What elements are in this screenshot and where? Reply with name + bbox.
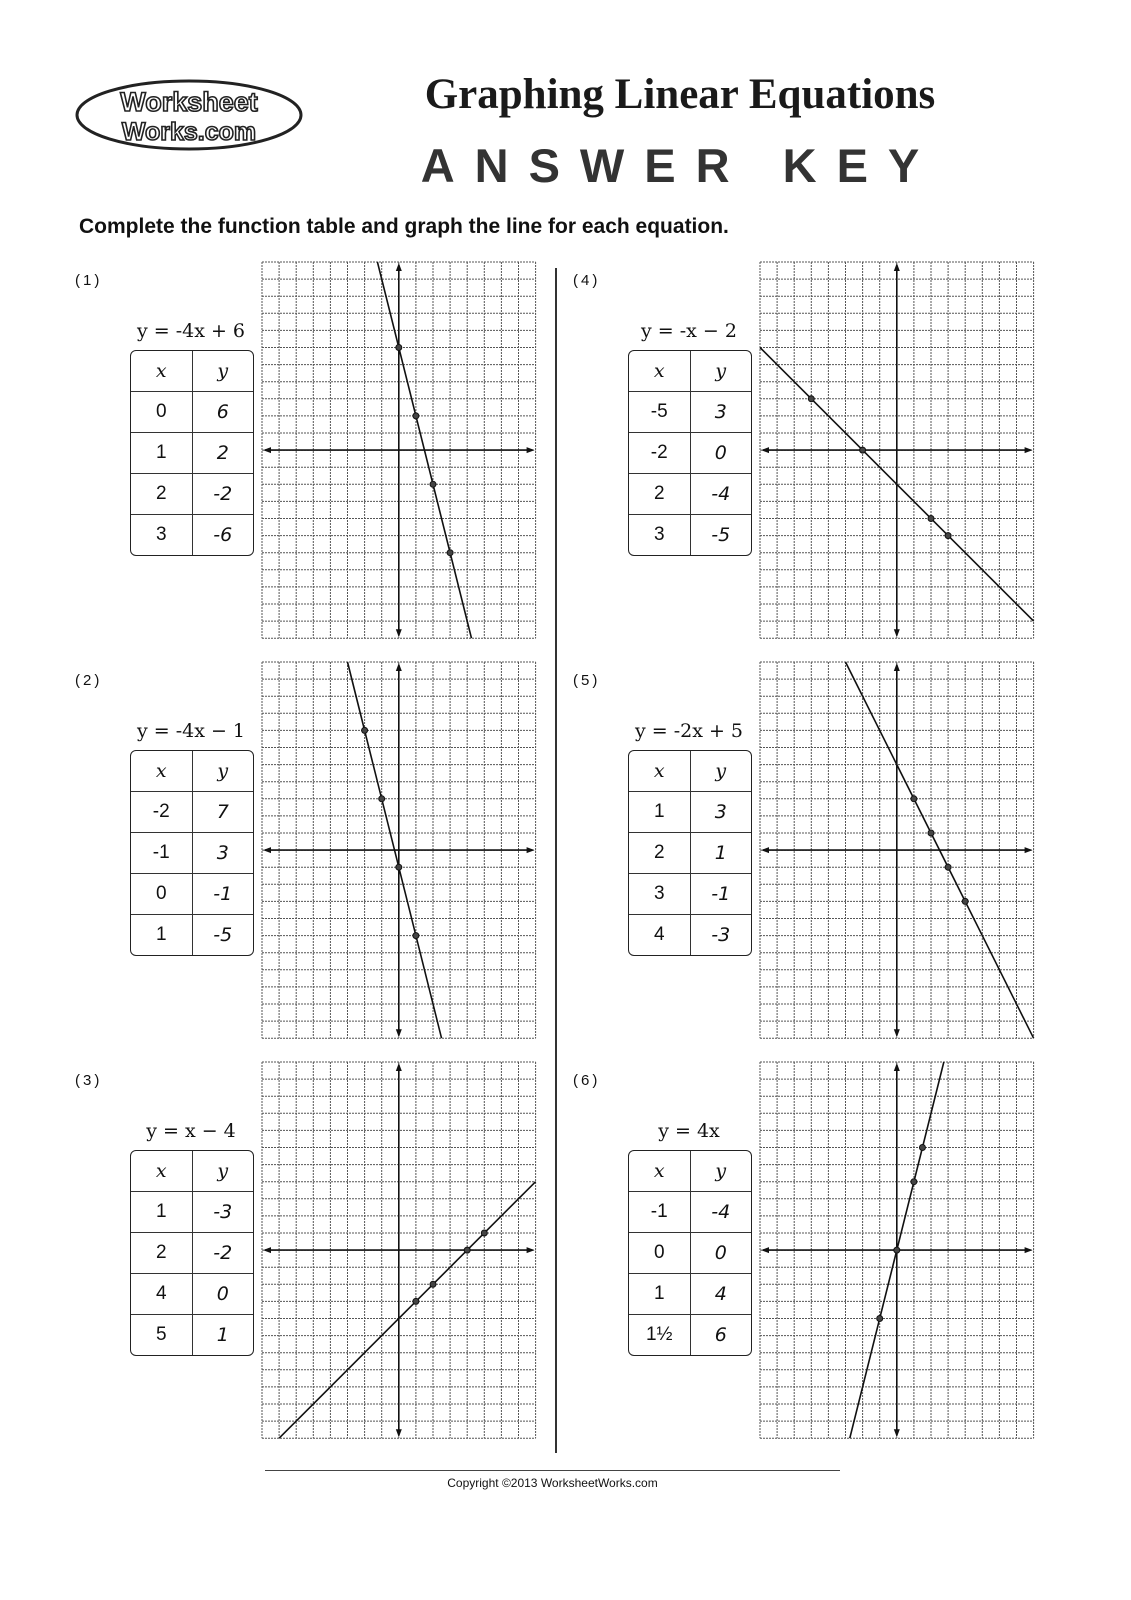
y-axis-arrow-up xyxy=(894,663,900,671)
table-row xyxy=(629,514,751,555)
table-row xyxy=(131,791,253,832)
plotted-point xyxy=(430,481,436,487)
plotted-point xyxy=(928,830,934,836)
table-row xyxy=(131,514,253,555)
coordinate-grid xyxy=(758,660,1036,1040)
x-value: 1 xyxy=(131,915,193,955)
function-table xyxy=(628,350,752,556)
y-axis-arrow-up xyxy=(894,1063,900,1071)
plotted-point xyxy=(396,345,402,351)
table-row xyxy=(629,473,751,514)
page-title: Graphing Linear Equations xyxy=(424,71,936,118)
x-value: 3 xyxy=(131,515,193,555)
y-value: -1 xyxy=(711,883,731,905)
table-row xyxy=(131,914,253,955)
footer-rule xyxy=(265,1470,840,1471)
x-value: -2 xyxy=(629,433,691,473)
plotted-point xyxy=(481,1230,487,1236)
y-axis-arrow-up xyxy=(396,663,402,671)
copyright: Copyright ©2013 WorksheetWorks.com xyxy=(447,1476,658,1490)
y-axis-arrow-down xyxy=(894,1429,900,1437)
y-axis-arrow-down xyxy=(396,629,402,637)
y-value: -2 xyxy=(213,483,233,505)
y-value: -5 xyxy=(213,924,233,946)
y-value: 3 xyxy=(714,401,727,423)
coordinate-grid xyxy=(260,1060,538,1440)
coordinate-grid xyxy=(758,1060,1036,1440)
equation: y = -4x − 1 xyxy=(136,720,246,742)
y-value: 2 xyxy=(216,442,229,464)
x-axis-arrow-left xyxy=(263,447,271,453)
y-axis-arrow-down xyxy=(396,1429,402,1437)
function-table xyxy=(130,350,254,556)
y-axis-arrow-down xyxy=(894,1029,900,1037)
y-value: 0 xyxy=(714,442,727,464)
table-row xyxy=(131,1314,253,1355)
y-value: -5 xyxy=(711,524,731,546)
table-row xyxy=(131,473,253,514)
x-value: 4 xyxy=(629,915,691,955)
table-row xyxy=(131,873,253,914)
coordinate-grid xyxy=(260,260,538,640)
y-axis-arrow-up xyxy=(396,263,402,271)
problem-number: (6) xyxy=(573,1072,601,1089)
table-header-row xyxy=(629,351,751,391)
y-value: 1 xyxy=(216,1324,229,1346)
column-divider xyxy=(555,268,557,1453)
y-value: -2 xyxy=(213,1242,233,1264)
x-value: 1½ xyxy=(629,1315,691,1355)
table-header-row xyxy=(131,351,253,391)
table-row xyxy=(629,791,751,832)
plotted-point xyxy=(919,1145,925,1151)
table-row xyxy=(629,832,751,873)
svg-text:Worksheet: Worksheet xyxy=(120,87,258,117)
y-value: 0 xyxy=(216,1283,229,1305)
plotted-point xyxy=(464,1247,470,1253)
plotted-point xyxy=(413,413,419,419)
x-value: 0 xyxy=(131,392,193,432)
header-y: y xyxy=(715,760,727,782)
y-value: -3 xyxy=(711,924,731,946)
svg-text:Works.com: Works.com xyxy=(121,118,257,146)
header-x: x xyxy=(629,751,691,791)
plotted-point xyxy=(945,533,951,539)
y-value: -1 xyxy=(213,883,233,905)
header-y: y xyxy=(217,360,229,382)
equation: y = -2x + 5 xyxy=(634,720,744,742)
coordinate-grid xyxy=(758,260,1036,640)
x-axis-arrow-right xyxy=(527,1247,535,1253)
table-row xyxy=(131,432,253,473)
x-value: 0 xyxy=(629,1233,691,1273)
plotted-point xyxy=(362,727,368,733)
table-row xyxy=(131,1273,253,1314)
plotted-point xyxy=(860,447,866,453)
plotted-point xyxy=(413,1298,419,1304)
table-row xyxy=(629,1191,751,1232)
y-axis-arrow-down xyxy=(396,1029,402,1037)
y-value: 6 xyxy=(714,1324,727,1346)
plotted-point xyxy=(911,1179,917,1185)
y-value: 4 xyxy=(714,1283,727,1305)
y-value: 3 xyxy=(216,842,229,864)
header-y: y xyxy=(217,1160,229,1182)
x-value: 0 xyxy=(131,874,193,914)
table-row xyxy=(629,914,751,955)
worksheetworks-logo xyxy=(74,78,304,152)
header-y: y xyxy=(217,760,229,782)
coordinate-grid xyxy=(260,660,538,1040)
table-header-row xyxy=(131,751,253,791)
function-table xyxy=(130,750,254,956)
equation: y = -4x + 6 xyxy=(136,320,246,342)
y-value: 1 xyxy=(714,842,727,864)
plotted-point xyxy=(396,864,402,870)
table-row xyxy=(131,832,253,873)
plotted-point xyxy=(877,1316,883,1322)
table-header-row xyxy=(629,751,751,791)
plotted-point xyxy=(894,1247,900,1253)
y-value: -3 xyxy=(213,1201,233,1223)
table-row xyxy=(629,432,751,473)
table-row xyxy=(131,1232,253,1273)
plotted-point xyxy=(379,796,385,802)
x-value: 1 xyxy=(629,1274,691,1314)
header-x: x xyxy=(131,751,193,791)
x-value: 1 xyxy=(131,1192,193,1232)
y-value: 3 xyxy=(714,801,727,823)
table-row xyxy=(131,391,253,432)
table-row xyxy=(131,1191,253,1232)
page-subtitle: ANSWER KEY xyxy=(420,139,940,192)
y-axis-arrow-down xyxy=(894,629,900,637)
instructions: Complete the function table and graph the line for each equation. xyxy=(79,215,729,238)
plotted-point xyxy=(430,1281,436,1287)
function-table xyxy=(628,750,752,956)
header-x: x xyxy=(629,351,691,391)
x-value: 3 xyxy=(629,515,691,555)
x-axis-arrow-right xyxy=(527,847,535,853)
table-row xyxy=(629,391,751,432)
function-table xyxy=(628,1150,752,1356)
x-value: -1 xyxy=(629,1192,691,1232)
problem-number: (5) xyxy=(573,672,601,689)
graphed-line xyxy=(279,1182,535,1439)
x-value: 2 xyxy=(131,1233,193,1273)
header-x: x xyxy=(629,1151,691,1191)
x-value: 2 xyxy=(629,833,691,873)
plotted-point xyxy=(962,898,968,904)
equation: y = 4x xyxy=(658,1120,720,1142)
x-value: -1 xyxy=(131,833,193,873)
problem-number: (4) xyxy=(573,272,601,289)
table-header-row xyxy=(131,1151,253,1191)
y-axis-arrow-up xyxy=(396,1063,402,1071)
problem-number: (2) xyxy=(75,672,103,689)
x-value: -5 xyxy=(629,392,691,432)
table-row xyxy=(629,873,751,914)
x-axis-arrow-left xyxy=(761,1247,769,1253)
y-value: -4 xyxy=(711,483,731,505)
table-row xyxy=(629,1314,751,1355)
plotted-point xyxy=(928,516,934,522)
function-table xyxy=(130,1150,254,1356)
y-value: 6 xyxy=(216,401,229,423)
y-value: 7 xyxy=(216,801,229,823)
x-axis-arrow-right xyxy=(1025,447,1033,453)
x-axis-arrow-left xyxy=(263,1247,271,1253)
plotted-point xyxy=(945,864,951,870)
x-axis-arrow-left xyxy=(263,847,271,853)
x-value: 5 xyxy=(131,1315,193,1355)
header-y: y xyxy=(715,1160,727,1182)
equation: y = x − 4 xyxy=(146,1120,236,1142)
y-value: 0 xyxy=(714,1242,727,1264)
x-value: 2 xyxy=(131,474,193,514)
table-row xyxy=(629,1273,751,1314)
problem-number: (1) xyxy=(75,272,103,289)
header-x: x xyxy=(131,1151,193,1191)
table-header-row xyxy=(629,1151,751,1191)
x-axis-arrow-right xyxy=(527,447,535,453)
x-value: -2 xyxy=(131,792,193,832)
x-axis-arrow-right xyxy=(1025,847,1033,853)
plotted-point xyxy=(447,550,453,556)
plotted-point xyxy=(413,933,419,939)
x-value: 3 xyxy=(629,874,691,914)
header-y: y xyxy=(715,360,727,382)
x-value: 1 xyxy=(131,433,193,473)
y-axis-arrow-up xyxy=(894,263,900,271)
x-value: 2 xyxy=(629,474,691,514)
x-value: 4 xyxy=(131,1274,193,1314)
x-value: 1 xyxy=(629,792,691,832)
x-axis-arrow-left xyxy=(761,447,769,453)
plotted-point xyxy=(911,796,917,802)
header-x: x xyxy=(131,351,193,391)
x-axis-arrow-right xyxy=(1025,1247,1033,1253)
problem-number: (3) xyxy=(75,1072,103,1089)
y-value: -4 xyxy=(711,1201,731,1223)
y-value: -6 xyxy=(213,524,233,546)
x-axis-arrow-left xyxy=(761,847,769,853)
equation: y = -x − 2 xyxy=(641,320,737,342)
table-row xyxy=(629,1232,751,1273)
plotted-point xyxy=(808,396,814,402)
